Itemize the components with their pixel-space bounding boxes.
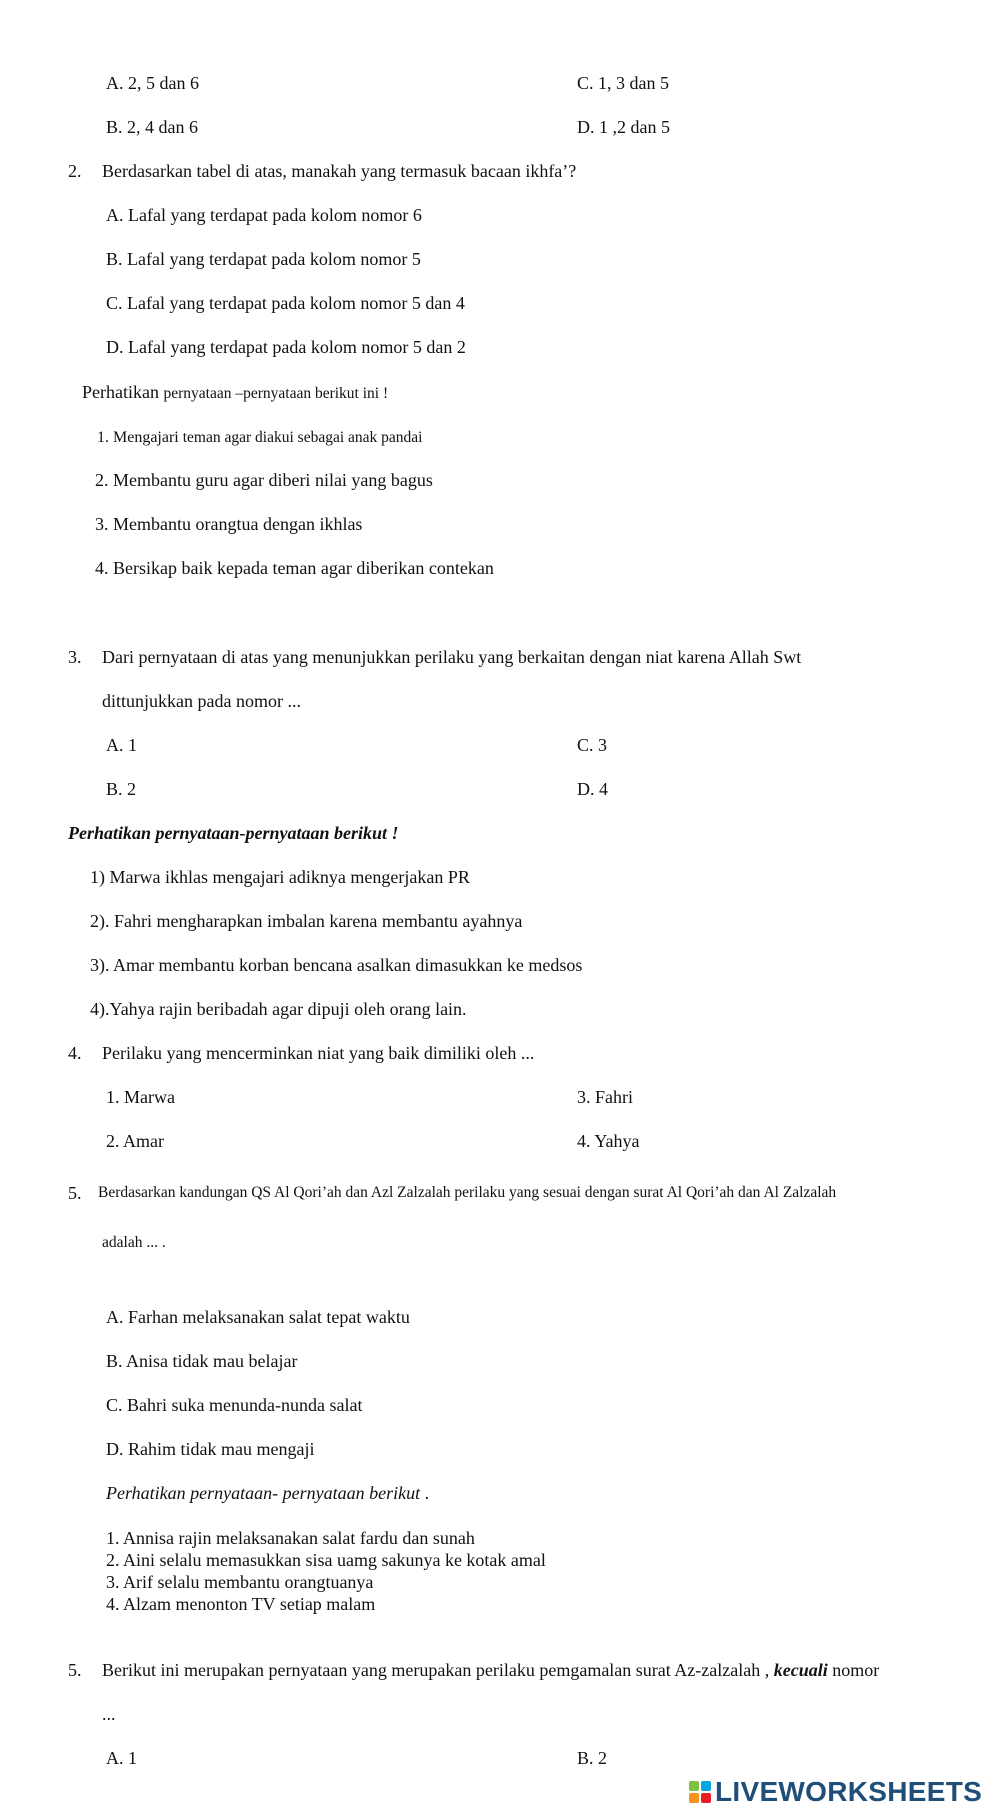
statements1-item-2: 2. Membantu guru agar diberi nilai yang bagus [95, 470, 433, 490]
q4-option-1: 1. Marwa [106, 1087, 175, 1107]
statements1-item-3: 3. Membantu orangtua dengan ikhlas [95, 514, 363, 534]
statements2-item-2: 2). Fahri mengharapkan imbalan karena membantu ayahnya [90, 911, 523, 931]
q2-option-d: D. Lafal yang terdapat pada kolom nomor 5 dan 2 [106, 337, 466, 357]
statements3-title: Perhatikan pernyataan- pernyataan berikut . [106, 1483, 430, 1503]
liveworksheets-logo-text: LIVEWORKSHEETS [715, 1776, 983, 1807]
q3-option-d: D. 4 [577, 779, 608, 799]
q2-option-a: A. Lafal yang terdapat pada kolom nomor 6 [106, 205, 422, 225]
q2-text: Berdasarkan tabel di atas, manakah yang termasuk bacaan ikhfa’? [102, 161, 577, 181]
q2-option-b: B. Lafal yang terdapat pada kolom nomor 5 [106, 249, 421, 269]
q3-number: 3. [68, 647, 82, 667]
q2-option-c: C. Lafal yang terdapat pada kolom nomor 5 dan 4 [106, 293, 465, 313]
statements3-item-1: 1. Annisa rajin melaksanakan salat fardu dan sunah [106, 1528, 475, 1548]
liveworksheets-logo-icon [689, 1781, 711, 1803]
q1-option-b: B. 2, 4 dan 6 [106, 117, 198, 137]
statements2-item-3: 3). Amar membantu korban bencana asalkan dimasukkan ke medsos [90, 955, 583, 975]
q3-option-c: C. 3 [577, 735, 608, 755]
q3-text-line2: dittunjukkan pada nomor ... [102, 691, 301, 711]
q4-option-2: 2. Amar [106, 1131, 164, 1151]
q5b-number: 5. [68, 1660, 82, 1680]
statements1-item-4: 4. Bersikap baik kepada teman agar diberikan contekan [95, 558, 494, 578]
q5a-option-c: C. Bahri suka menunda-nunda salat [106, 1395, 363, 1415]
q5b-text-line2: ... [102, 1704, 116, 1724]
q5a-text-line2: adalah ... . [102, 1234, 166, 1251]
q3-option-a: A. 1 [106, 735, 137, 755]
statements3-item-3: 3. Arif selalu membantu orangtuanya [106, 1572, 374, 1592]
q5a-option-b: B. Anisa tidak mau belajar [106, 1351, 298, 1371]
q1-option-c: C. 1, 3 dan 5 [577, 73, 669, 93]
q5a-number: 5. [68, 1183, 82, 1203]
q1-option-d: D. 1 ,2 dan 5 [577, 117, 670, 137]
q5a-text-line1: Berdasarkan kandungan QS Al Qori’ah dan Azl Zalzalah perilaku yang sesuai dengan surat Al Qori’ah dan Al Zalzalah [98, 1184, 837, 1201]
statements3-item-4: 4. Alzam menonton TV setiap malam [106, 1594, 376, 1614]
q4-option-3: 3. Fahri [577, 1087, 633, 1107]
q5a-option-a: A. Farhan melaksanakan salat tepat waktu [106, 1307, 410, 1327]
q4-number: 4. [68, 1043, 82, 1063]
q3-text-line1: Dari pernyataan di atas yang menunjukkan perilaku yang berkaitan dengan niat karena Allah Swt [102, 647, 802, 667]
statements1-intro: Perhatikan pernyataan –pernyataan berikut ini ! [82, 382, 389, 402]
q4-option-4: 4. Yahya [577, 1131, 640, 1151]
statements1-item-1: 1. Mengajari teman agar diakui sebagai anak pandai [97, 429, 423, 446]
q2-number: 2. [68, 161, 82, 181]
statements2-item-4: 4).Yahya rajin beribadah agar dipuji oleh orang lain. [90, 999, 467, 1019]
liveworksheets-logo [689, 1776, 982, 1808]
q5b-text-line1: Berikut ini merupakan pernyataan yang merupakan perilaku pemgamalan surat Az-zalzalah , kecuali nomor [102, 1660, 880, 1680]
statements2-item-1: 1) Marwa ikhlas mengajari adiknya mengerjakan PR [90, 867, 470, 887]
statements2-title: Perhatikan pernyataan-pernyataan berikut ! [68, 823, 399, 843]
q4-text: Perilaku yang mencerminkan niat yang baik dimiliki oleh ... [102, 1043, 535, 1063]
q5b-option-b: B. 2 [577, 1748, 608, 1768]
q5b-option-a: A. 1 [106, 1748, 137, 1768]
q3-option-b: B. 2 [106, 779, 137, 799]
q5a-option-d: D. Rahim tidak mau mengaji [106, 1439, 315, 1459]
q1-option-a: A. 2, 5 dan 6 [106, 73, 199, 93]
statements3-item-2: 2. Aini selalu memasukkan sisa uamg sakunya ke kotak amal [106, 1550, 546, 1570]
